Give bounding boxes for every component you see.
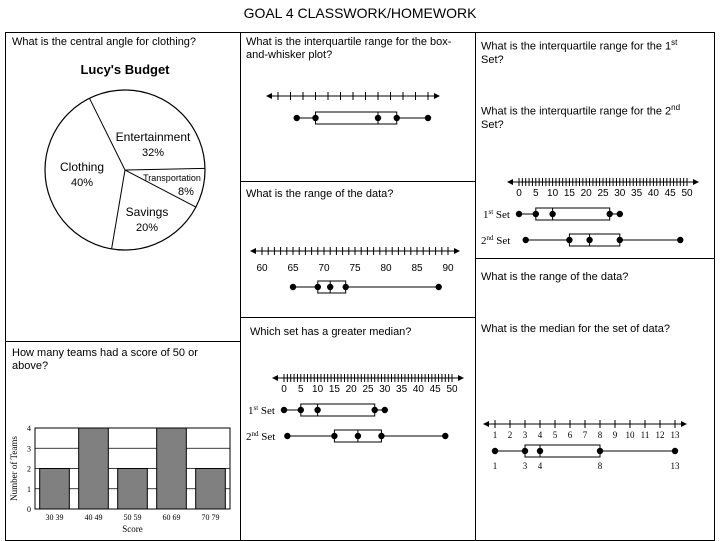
axis-tick-label: 20 (345, 384, 357, 395)
point-min (523, 237, 529, 243)
question-iqr-box: What is the interquartile range for the box-and-whisker plot? (246, 36, 452, 61)
point-q3 (607, 211, 613, 217)
x-axis-label: Score (122, 524, 143, 534)
point-label: 1 (492, 461, 498, 471)
axis-tick-label: 25 (597, 188, 609, 199)
y-tick-label: 2 (27, 464, 31, 474)
point-q1 (312, 115, 318, 121)
point-min (516, 211, 522, 217)
axis-tick-label: 8 (597, 430, 603, 440)
question-iqr-set2-suffix: Set? (481, 118, 504, 131)
pie-pct-clothing: 40% (70, 177, 94, 189)
axis-tick-label: 20 (580, 188, 592, 199)
x-tick-label: 50 59 (123, 513, 142, 522)
x-tick-label: 70 79 (201, 513, 220, 522)
point-max (442, 433, 448, 439)
axis-tick-label: 10 (625, 430, 635, 440)
bar-60-69 (157, 428, 187, 509)
axis-arrow-right (458, 375, 464, 381)
point-label: 8 (597, 461, 603, 471)
set2-label-suffix: Set (258, 431, 276, 443)
axis-tick-label: 4 (537, 430, 543, 440)
axis-tick-label: 70 (318, 263, 330, 274)
set1-label-suffix: Set (258, 405, 275, 417)
axis-tick-label: 5 (552, 430, 558, 440)
axis-tick-label: 15 (328, 384, 340, 395)
pie-label-clothing: Clothing (59, 160, 105, 174)
pie-title: Lucy's Budget (80, 62, 170, 77)
point-label: 4 (537, 461, 543, 471)
axis-tick-label: 3 (522, 430, 528, 440)
y-axis-label: Number of Teams (9, 436, 19, 501)
axis-tick-label: 0 (281, 384, 287, 395)
point-max (436, 284, 442, 290)
point-median (375, 115, 381, 121)
point-median (549, 211, 555, 217)
bar-50-59 (118, 469, 148, 510)
point-q1 (331, 433, 337, 439)
question-iqr-set1-sup: st (671, 38, 678, 47)
point-q3 (372, 407, 378, 413)
bar-chart-teams (5, 410, 241, 540)
point-q3 (617, 237, 623, 243)
axis-tick-label: 45 (664, 188, 676, 199)
axis-tick-label: 80 (380, 263, 392, 274)
set2-label-sup: nd (486, 234, 494, 242)
point-median (537, 448, 543, 454)
set2-label-suffix: Set (493, 235, 511, 247)
axis-arrow-left (483, 421, 489, 427)
axis-tick-label: 45 (429, 384, 441, 395)
page-title: GOAL 4 CLASSWORK/HOMEWORK (243, 5, 477, 21)
point-median (355, 433, 361, 439)
axis-tick-label: 5 (533, 188, 539, 199)
set1-label-sup: st (488, 208, 494, 216)
axis-tick-label: 35 (631, 188, 643, 199)
question-iqr-set2-sup: nd (671, 103, 681, 112)
axis-tick-label: 35 (396, 384, 408, 395)
point-min (284, 433, 290, 439)
bar-40-49 (79, 428, 109, 509)
pie-pct-savings: 20% (135, 222, 159, 234)
point-median (586, 237, 592, 243)
axis-tick-label: 0 (516, 188, 522, 199)
point-q1 (298, 407, 304, 413)
pie-pct-transportation: 8% (178, 186, 194, 198)
axis-tick-label: 75 (349, 263, 361, 274)
point-min (281, 407, 287, 413)
axis-tick-label: 85 (411, 263, 423, 274)
question-iqr-set1-suffix: Set? (481, 53, 504, 66)
axis-tick-label: 30 (379, 384, 391, 395)
box-plot-two-sets-median (240, 368, 476, 458)
point-min (492, 448, 498, 454)
point-q3 (394, 115, 400, 121)
point-q1 (533, 211, 539, 217)
axis-arrow-right (454, 248, 460, 254)
axis-tick-label: 40 (412, 384, 424, 395)
axis-tick-label: 90 (442, 263, 454, 274)
axis-tick-label: 6 (567, 430, 573, 440)
box-plot-range (240, 245, 476, 305)
point-q3 (597, 448, 603, 454)
axis-tick-label: 25 (362, 384, 374, 395)
point-max (617, 211, 623, 217)
point-max (677, 237, 683, 243)
set2-label: 2nd Set (246, 430, 276, 443)
axis-tick-label: 30 (614, 188, 626, 199)
question-central-angle: What is the central angle for clothing? (12, 36, 197, 48)
axis-tick-label: 50 (446, 384, 458, 395)
axis-tick-label: 13 (670, 430, 680, 440)
axis-tick-label: 10 (547, 188, 559, 199)
point-max (425, 115, 431, 121)
point-label: 3 (522, 461, 528, 471)
question-teams: How many teams had a score of 50 or above? (12, 347, 198, 372)
y-tick-label: 3 (27, 444, 31, 454)
axis-tick-label: 11 (640, 430, 650, 440)
axis-tick-label: 7 (582, 430, 588, 440)
y-tick-label: 4 (27, 424, 31, 433)
axis-arrow-left (250, 248, 256, 254)
bar-30-39 (40, 469, 70, 510)
pie-pct-entertainment: 32% (141, 147, 165, 159)
axis-arrow-left (507, 179, 513, 185)
iqr-box (301, 404, 375, 416)
axis-tick-label: 10 (312, 384, 324, 395)
set1-label-sup: st (253, 404, 259, 412)
iqr-box (569, 234, 619, 246)
iqr-box (525, 445, 600, 457)
point-q1 (315, 284, 321, 290)
axis-tick-label: 50 (681, 188, 693, 199)
point-median (314, 407, 320, 413)
y-tick-label: 1 (27, 484, 31, 494)
point-q1 (566, 237, 572, 243)
point-q1 (522, 448, 528, 454)
pie-label-savings: Savings (125, 205, 169, 219)
point-max (382, 407, 388, 413)
axis-tick-label: 15 (563, 188, 575, 199)
axis-arrow-right (434, 93, 440, 99)
axis-arrow-right (681, 421, 687, 427)
set1-label: 1st Set (483, 208, 510, 221)
point-min (294, 115, 300, 121)
bar-70-79 (196, 469, 226, 510)
axis-tick-label: 40 (647, 188, 659, 199)
axis-tick-label: 1 (492, 430, 498, 440)
pie-label-entertainment: Entertainment (115, 130, 191, 144)
x-tick-label: 30 39 (45, 513, 64, 522)
question-greater-median: Which set has a greater median? (250, 326, 412, 338)
box-plot-iqr (240, 80, 476, 140)
axis-arrow-right (693, 179, 699, 185)
question-range-data-2: What is the range of the data? (481, 271, 629, 283)
x-tick-label: 40 49 (84, 513, 103, 522)
axis-tick-label: 5 (298, 384, 304, 395)
question-range-data: What is the range of the data? (246, 188, 394, 200)
point-min (290, 284, 296, 290)
iqr-box (536, 208, 610, 220)
point-q3 (378, 433, 384, 439)
axis-tick-label: 65 (287, 263, 299, 274)
point-max (672, 448, 678, 454)
question-iqr-set1-text: What is the interquartile range for the 1 (481, 40, 672, 53)
axis-tick-label: 9 (612, 430, 618, 440)
set2-label-sup: nd (251, 430, 259, 438)
point-label: 13 (670, 461, 680, 471)
axis-tick-label: 12 (655, 430, 665, 440)
point-q3 (343, 284, 349, 290)
x-tick-label: 60 69 (162, 513, 181, 522)
question-iqr-set2-text: What is the interquartile range for the 2 (481, 105, 672, 118)
set1-label: 1st Set (248, 404, 275, 417)
y-tick-label: 0 (27, 505, 31, 514)
set2-label: 2nd Set (481, 234, 511, 247)
axis-arrow-left (272, 375, 278, 381)
set1-label-suffix: Set (493, 209, 510, 221)
axis-tick-label: 60 (256, 263, 268, 274)
iqr-box (316, 112, 397, 124)
box-plot-two-sets-iqr (475, 172, 715, 262)
box-plot-median (475, 420, 715, 480)
question-median: What is the median for the set of data? (481, 323, 670, 335)
point-median (327, 284, 333, 290)
pie-label-transportation: Transportation (143, 173, 201, 183)
axis-arrow-left (266, 93, 272, 99)
axis-tick-label: 2 (507, 430, 513, 440)
